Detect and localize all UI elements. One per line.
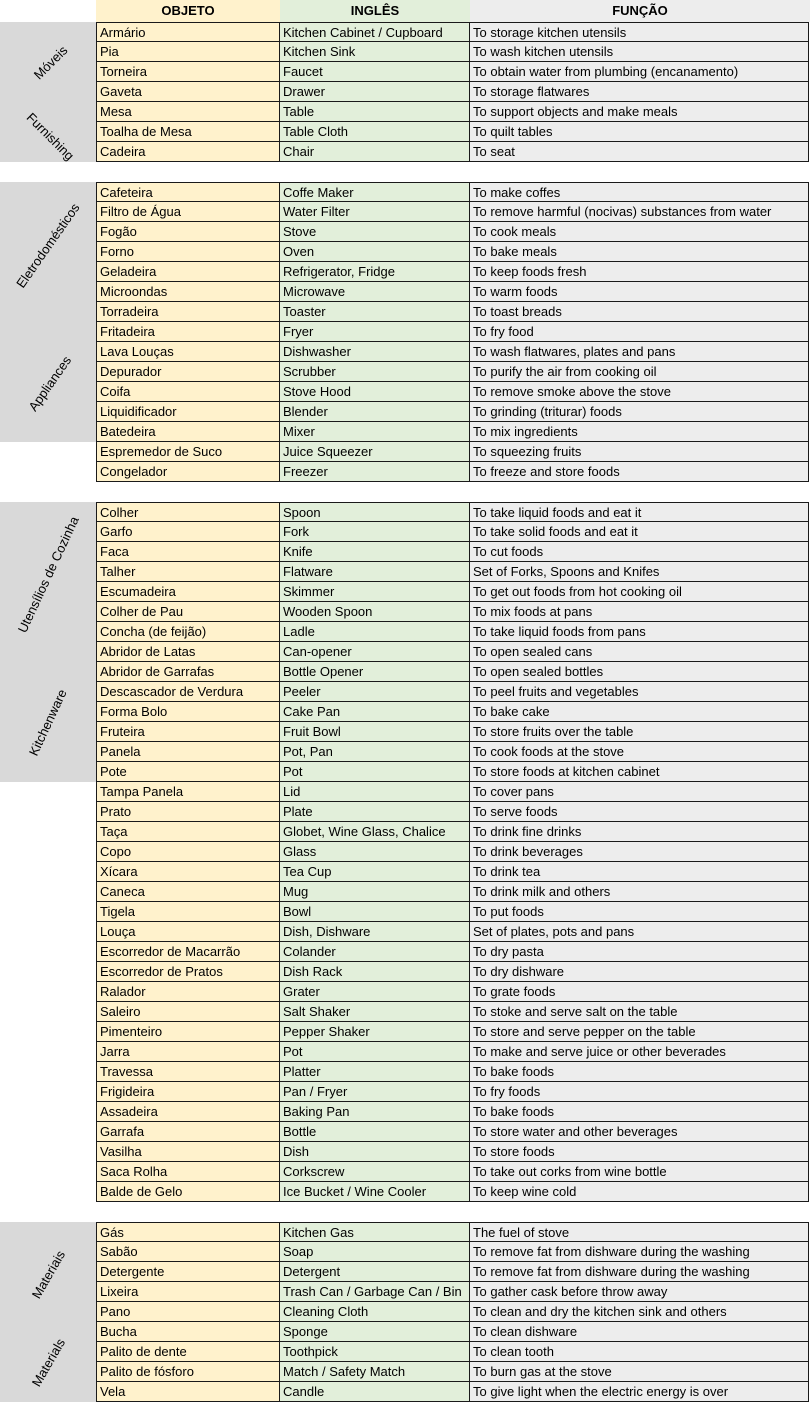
cell-ingles: Microwave — [280, 282, 470, 302]
cell-funcao: To cover pans — [470, 782, 809, 802]
cell-funcao: To remove harmful (nocivas) substances from water — [470, 202, 809, 222]
cell-objeto: Gás — [96, 1222, 280, 1242]
cell-objeto: Descascador de Verdura — [96, 682, 280, 702]
cell-ingles: Knife — [280, 542, 470, 562]
cell-funcao: To store foods — [470, 1142, 809, 1162]
cell-objeto: Pano — [96, 1302, 280, 1322]
cell-funcao: To clean dishware — [470, 1322, 809, 1342]
cell-ingles: Ladle — [280, 622, 470, 642]
cell-ingles: Kitchen Sink — [280, 42, 470, 62]
cell-objeto: Filtro de Água — [96, 202, 280, 222]
cell-objeto: Forma Bolo — [96, 702, 280, 722]
cell-funcao: To burn gas at the stove — [470, 1362, 809, 1382]
cell-funcao: To bake cake — [470, 702, 809, 722]
category-label-moveis-en: Furnishing — [23, 109, 77, 163]
cell-objeto: Abridor de Garrafas — [96, 662, 280, 682]
cell-funcao: To open sealed cans — [470, 642, 809, 662]
cell-objeto: Colher — [96, 502, 280, 522]
cell-ingles: Bottle Opener — [280, 662, 470, 682]
cell-ingles: Oven — [280, 242, 470, 262]
cell-ingles: Freezer — [280, 462, 470, 482]
cell-objeto: Torradeira — [96, 302, 280, 322]
cell-ingles: Table — [280, 102, 470, 122]
cell-funcao: To peel fruits and vegetables — [470, 682, 809, 702]
cell-objeto: Liquidificador — [96, 402, 280, 422]
cell-ingles: Grater — [280, 982, 470, 1002]
cell-ingles: Match / Safety Match — [280, 1362, 470, 1382]
cell-funcao: To wash kitchen utensils — [470, 42, 809, 62]
cell-ingles: Peeler — [280, 682, 470, 702]
cell-ingles: Cake Pan — [280, 702, 470, 722]
cell-funcao: To remove fat from dishware during the washing — [470, 1262, 809, 1282]
cell-funcao: To make coffes — [470, 182, 809, 202]
cell-objeto: Pote — [96, 762, 280, 782]
cell-objeto: Travessa — [96, 1062, 280, 1082]
cell-objeto: Gaveta — [96, 82, 280, 102]
cell-objeto: Cadeira — [96, 142, 280, 162]
cell-funcao: To cook meals — [470, 222, 809, 242]
cell-ingles: Dish Rack — [280, 962, 470, 982]
cell-objeto: Prato — [96, 802, 280, 822]
cell-objeto: Saleiro — [96, 1002, 280, 1022]
cell-funcao: To storage flatwares — [470, 82, 809, 102]
cell-ingles: Colander — [280, 942, 470, 962]
cell-ingles: Bottle — [280, 1122, 470, 1142]
cell-ingles: Salt Shaker — [280, 1002, 470, 1022]
cell-objeto: Mesa — [96, 102, 280, 122]
cell-funcao: To take out corks from wine bottle — [470, 1162, 809, 1182]
cell-funcao: To dry dishware — [470, 962, 809, 982]
cell-ingles: Toothpick — [280, 1342, 470, 1362]
cell-ingles: Pepper Shaker — [280, 1022, 470, 1042]
cell-objeto: Espremedor de Suco — [96, 442, 280, 462]
cell-ingles: Can-opener — [280, 642, 470, 662]
cell-ingles: Baking Pan — [280, 1102, 470, 1122]
category-label-materiais-en: Materials — [28, 1335, 68, 1389]
cell-funcao: To bake foods — [470, 1102, 809, 1122]
cell-funcao: To store and serve pepper on the table — [470, 1022, 809, 1042]
cell-funcao: To open sealed bottles — [470, 662, 809, 682]
cell-ingles: Plate — [280, 802, 470, 822]
cell-funcao: To make and serve juice or other beverades — [470, 1042, 809, 1062]
cell-objeto: Frigideira — [96, 1082, 280, 1102]
cell-objeto: Pimenteiro — [96, 1022, 280, 1042]
cell-funcao: To freeze and store foods — [470, 462, 809, 482]
cell-funcao: To drink beverages — [470, 842, 809, 862]
cell-ingles: Bowl — [280, 902, 470, 922]
cell-objeto: Saca Rolha — [96, 1162, 280, 1182]
cell-funcao: To mix foods at pans — [470, 602, 809, 622]
header-funcao: FUNÇÃO — [470, 0, 810, 22]
category-band-utensilios — [0, 502, 96, 782]
cell-objeto: Garfo — [96, 522, 280, 542]
cell-ingles: Fruit Bowl — [280, 722, 470, 742]
cell-ingles: Drawer — [280, 82, 470, 102]
cell-ingles: Juice Squeezer — [280, 442, 470, 462]
cell-ingles: Pot — [280, 1042, 470, 1062]
cell-objeto: Pia — [96, 42, 280, 62]
cell-ingles: Cleaning Cloth — [280, 1302, 470, 1322]
cell-funcao: To keep foods fresh — [470, 262, 809, 282]
cell-objeto: Escorredor de Pratos — [96, 962, 280, 982]
cell-funcao: To squeezing fruits — [470, 442, 809, 462]
cell-objeto: Depurador — [96, 362, 280, 382]
cell-funcao: To store water and other beverages — [470, 1122, 809, 1142]
header-objeto: OBJETO — [96, 0, 280, 22]
cell-ingles: Kitchen Cabinet / Cupboard — [280, 22, 470, 42]
cell-ingles: Tea Cup — [280, 862, 470, 882]
cell-ingles: Coffe Maker — [280, 182, 470, 202]
cell-objeto: Tigela — [96, 902, 280, 922]
cell-funcao: The fuel of stove — [470, 1222, 809, 1242]
cell-objeto: Lava Louças — [96, 342, 280, 362]
cell-objeto: Detergente — [96, 1262, 280, 1282]
cell-ingles: Dish, Dishware — [280, 922, 470, 942]
cell-objeto: Cafeteira — [96, 182, 280, 202]
cell-objeto: Jarra — [96, 1042, 280, 1062]
cell-objeto: Armário — [96, 22, 280, 42]
cell-funcao: To fry food — [470, 322, 809, 342]
cell-objeto: Coifa — [96, 382, 280, 402]
cell-ingles: Dishwasher — [280, 342, 470, 362]
cell-funcao: To support objects and make meals — [470, 102, 809, 122]
cell-funcao: To warm foods — [470, 282, 809, 302]
cell-funcao: To give light when the electric energy is over — [470, 1382, 809, 1402]
cell-objeto: Talher — [96, 562, 280, 582]
cell-funcao: To drink tea — [470, 862, 809, 882]
cell-funcao: To drink fine drinks — [470, 822, 809, 842]
cell-funcao: To clean tooth — [470, 1342, 809, 1362]
cell-ingles: Skimmer — [280, 582, 470, 602]
cell-funcao: To store foods at kitchen cabinet — [470, 762, 809, 782]
cell-funcao: To drink milk and others — [470, 882, 809, 902]
cell-funcao: To stoke and serve salt on the table — [470, 1002, 809, 1022]
cell-ingles: Trash Can / Garbage Can / Bin — [280, 1282, 470, 1302]
cell-ingles: Stove Hood — [280, 382, 470, 402]
cell-funcao: To storage kitchen utensils — [470, 22, 809, 42]
cell-funcao: To bake meals — [470, 242, 809, 262]
cell-funcao: To wash flatwares, plates and pans — [470, 342, 809, 362]
category-label-utensilios-en: Kitchenware — [25, 686, 70, 758]
category-label-eletrodomesticos-en: Appliances — [25, 352, 75, 414]
cell-funcao: Set of Forks, Spoons and Knifes — [470, 562, 809, 582]
cell-funcao: To remove smoke above the stove — [470, 382, 809, 402]
cell-funcao: To keep wine cold — [470, 1182, 809, 1202]
cell-objeto: Forno — [96, 242, 280, 262]
cell-ingles: Dish — [280, 1142, 470, 1162]
cell-ingles: Mixer — [280, 422, 470, 442]
cell-objeto: Taça — [96, 822, 280, 842]
cell-objeto: Caneca — [96, 882, 280, 902]
cell-funcao: To mix ingredients — [470, 422, 809, 442]
cell-ingles: Ice Bucket / Wine Cooler — [280, 1182, 470, 1202]
cell-funcao: To bake foods — [470, 1062, 809, 1082]
cell-objeto: Escorredor de Macarrão — [96, 942, 280, 962]
category-band-eletrodomesticos — [0, 182, 96, 442]
cell-funcao: To take liquid foods from pans — [470, 622, 809, 642]
cell-objeto: Palito de fósforo — [96, 1362, 280, 1382]
cell-ingles: Flatware — [280, 562, 470, 582]
cell-funcao: To put foods — [470, 902, 809, 922]
cell-ingles: Detergent — [280, 1262, 470, 1282]
cell-objeto: Toalha de Mesa — [96, 122, 280, 142]
cell-objeto: Vela — [96, 1382, 280, 1402]
cell-objeto: Microondas — [96, 282, 280, 302]
cell-ingles: Chair — [280, 142, 470, 162]
cell-objeto: Colher de Pau — [96, 602, 280, 622]
cell-objeto: Xícara — [96, 862, 280, 882]
cell-objeto: Concha (de feijão) — [96, 622, 280, 642]
cell-objeto: Panela — [96, 742, 280, 762]
cell-ingles: Spoon — [280, 502, 470, 522]
cell-ingles: Corkscrew — [280, 1162, 470, 1182]
cell-funcao: To grinding (triturar) foods — [470, 402, 809, 422]
cell-objeto: Congelador — [96, 462, 280, 482]
cell-ingles: Refrigerator, Fridge — [280, 262, 470, 282]
cell-funcao: To store fruits over the table — [470, 722, 809, 742]
cell-ingles: Fryer — [280, 322, 470, 342]
cell-objeto: Fritadeira — [96, 322, 280, 342]
cell-ingles: Stove — [280, 222, 470, 242]
cell-ingles: Glass — [280, 842, 470, 862]
cell-objeto: Torneira — [96, 62, 280, 82]
cell-objeto: Fruteira — [96, 722, 280, 742]
cell-objeto: Balde de Gelo — [96, 1182, 280, 1202]
cell-funcao: To grate foods — [470, 982, 809, 1002]
cell-ingles: Water Filter — [280, 202, 470, 222]
cell-ingles: Fork — [280, 522, 470, 542]
cell-funcao: To fry foods — [470, 1082, 809, 1102]
cell-funcao: To take solid foods and eat it — [470, 522, 809, 542]
cell-objeto: Tampa Panela — [96, 782, 280, 802]
cell-ingles: Soap — [280, 1242, 470, 1262]
cell-ingles: Scrubber — [280, 362, 470, 382]
cell-funcao: To clean and dry the kitchen sink and others — [470, 1302, 809, 1322]
cell-objeto: Ralador — [96, 982, 280, 1002]
category-label-eletrodomesticos-pt: Eletrodomésticos — [13, 199, 83, 291]
cell-objeto: Copo — [96, 842, 280, 862]
cell-funcao: To obtain water from plumbing (encanamento) — [470, 62, 809, 82]
cell-ingles: Toaster — [280, 302, 470, 322]
cell-objeto: Assadeira — [96, 1102, 280, 1122]
cell-ingles: Faucet — [280, 62, 470, 82]
cell-funcao: To toast breads — [470, 302, 809, 322]
category-label-moveis-pt: Móveis — [30, 42, 70, 82]
cell-objeto: Escumadeira — [96, 582, 280, 602]
cell-funcao: To cut foods — [470, 542, 809, 562]
cell-objeto: Abridor de Latas — [96, 642, 280, 662]
cell-objeto: Louça — [96, 922, 280, 942]
cell-funcao: To take liquid foods and eat it — [470, 502, 809, 522]
cell-funcao: Set of plates, pots and pans — [470, 922, 809, 942]
cell-ingles: Pot, Pan — [280, 742, 470, 762]
cell-ingles: Globet, Wine Glass, Chalice — [280, 822, 470, 842]
cell-ingles: Platter — [280, 1062, 470, 1082]
cell-objeto: Batedeira — [96, 422, 280, 442]
category-label-materiais-pt: Materiais — [28, 1247, 68, 1301]
cell-funcao: To remove fat from dishware during the washing — [470, 1242, 809, 1262]
cell-ingles: Wooden Spoon — [280, 602, 470, 622]
cell-funcao: To quilt tables — [470, 122, 809, 142]
header-ingles: INGLÊS — [280, 0, 470, 22]
cell-ingles: Table Cloth — [280, 122, 470, 142]
cell-objeto: Vasilha — [96, 1142, 280, 1162]
cell-objeto: Lixeira — [96, 1282, 280, 1302]
cell-funcao: To get out foods from hot cooking oil — [470, 582, 809, 602]
cell-ingles: Pot — [280, 762, 470, 782]
cell-objeto: Geladeira — [96, 262, 280, 282]
cell-funcao: To gather cask before throw away — [470, 1282, 809, 1302]
cell-objeto: Sabão — [96, 1242, 280, 1262]
cell-ingles: Pan / Fryer — [280, 1082, 470, 1102]
cell-funcao: To dry pasta — [470, 942, 809, 962]
cell-ingles: Lid — [280, 782, 470, 802]
cell-funcao: To seat — [470, 142, 809, 162]
cell-funcao: To cook foods at the stove — [470, 742, 809, 762]
cell-objeto: Faca — [96, 542, 280, 562]
cell-funcao: To purify the air from cooking oil — [470, 362, 809, 382]
cell-ingles: Mug — [280, 882, 470, 902]
cell-ingles: Candle — [280, 1382, 470, 1402]
cell-ingles: Sponge — [280, 1322, 470, 1342]
cell-ingles: Blender — [280, 402, 470, 422]
category-label-utensilios-pt: Utensílios de Cozinha — [14, 513, 82, 635]
cell-funcao: To serve foods — [470, 802, 809, 822]
cell-objeto: Bucha — [96, 1322, 280, 1342]
cell-objeto: Garrafa — [96, 1122, 280, 1142]
cell-ingles: Kitchen Gas — [280, 1222, 470, 1242]
cell-objeto: Palito de dente — [96, 1342, 280, 1362]
cell-objeto: Fogão — [96, 222, 280, 242]
